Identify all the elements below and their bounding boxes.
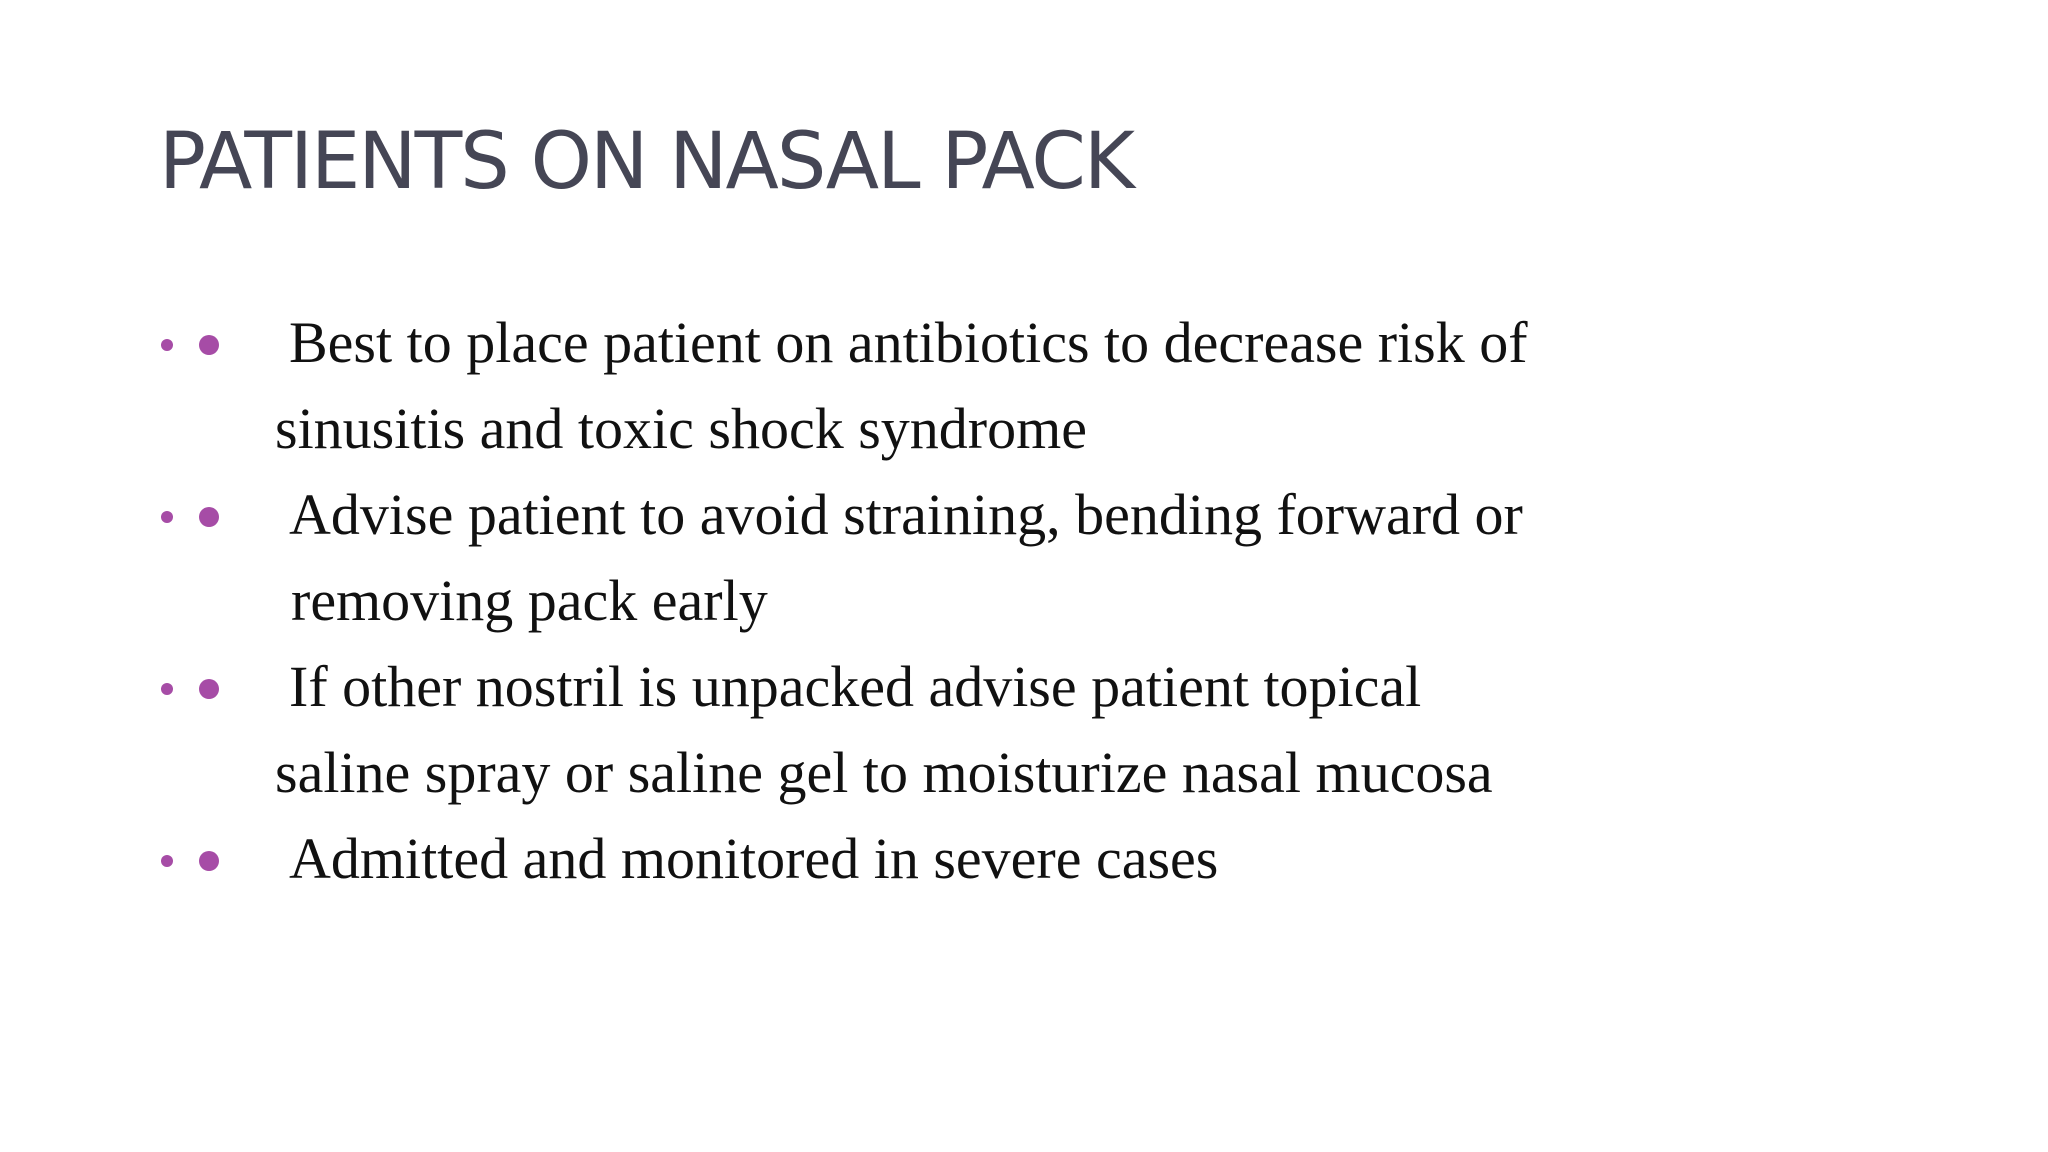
- bullet-text: [155, 644, 1755, 816]
- bullet-item: [155, 644, 1755, 816]
- bullet-text: [155, 816, 1755, 902]
- bullet-text: [155, 300, 1755, 472]
- bullet-line: sinusitis and toxic shock syndrome: [275, 396, 1087, 461]
- large-dot-icon: [199, 851, 219, 871]
- bullet-text: [155, 472, 1755, 644]
- small-dot-icon: [161, 683, 173, 695]
- large-dot-icon: [199, 335, 219, 355]
- large-dot-icon: [199, 507, 219, 527]
- slide-title: PATIENTS ON NASAL PACK: [159, 117, 1134, 207]
- bullet-line: Best to place patient on antibiotics to decrease risk of: [289, 310, 1528, 375]
- small-dot-icon: [161, 339, 173, 351]
- bullet-dots-icon: [155, 849, 225, 873]
- bullet-item: [155, 816, 1755, 902]
- small-dot-icon: [161, 511, 173, 523]
- large-dot-icon: [199, 679, 219, 699]
- bullet-line: saline spray or saline gel to moisturize nasal mucosa: [275, 740, 1493, 805]
- bullet-line: removing pack early: [291, 568, 768, 633]
- bullet-item: [155, 472, 1755, 644]
- bullet-line: Advise patient to avoid straining, bending forward or: [289, 482, 1523, 547]
- bullet-dots-icon: [155, 677, 225, 701]
- small-dot-icon: [161, 855, 173, 867]
- bullet-line: If other nostril is unpacked advise patient topical: [289, 654, 1422, 719]
- bullet-dots-icon: [155, 333, 225, 357]
- bullet-line: Admitted and monitored in severe cases: [289, 826, 1219, 891]
- bullet-dots-icon: [155, 505, 225, 529]
- bullet-list: [155, 300, 1755, 902]
- bullet-item: [155, 300, 1755, 472]
